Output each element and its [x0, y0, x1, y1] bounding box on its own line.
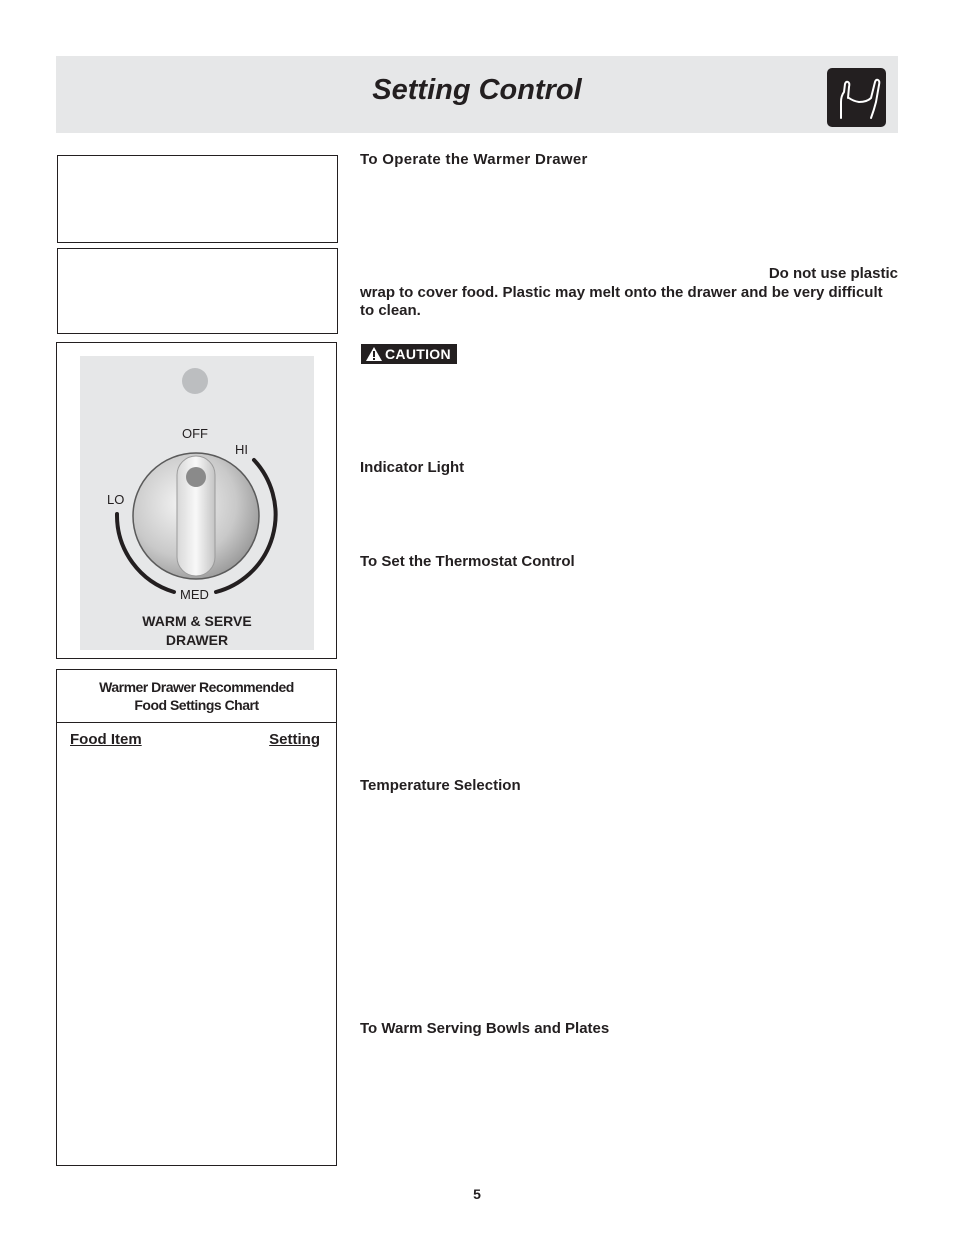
dial-illustration-box: [56, 342, 337, 659]
chart-divider: [57, 722, 336, 723]
dial-label-lo: LO: [107, 492, 125, 507]
dial-label-off: OFF: [182, 426, 208, 441]
heading-set-thermostat: To Set the Thermostat Control: [360, 553, 575, 570]
heading-warm-bowls-plates: To Warm Serving Bowls and Plates: [360, 1020, 610, 1037]
page-number: 5: [473, 1186, 481, 1202]
plastic-warning-rest: wrap to cover food. Plastic may melt onto the drawer and be very difficult to clean.: [360, 283, 883, 319]
heading-indicator-light: Indicator Light: [360, 459, 465, 476]
caution-label: CAUTION: [385, 346, 451, 362]
dial-label-hi: HI: [235, 442, 248, 457]
plastic-warning: [360, 265, 898, 321]
dial-caption-line2: DRAWER: [165, 632, 229, 648]
dial-label-med: MED: [180, 587, 209, 602]
chart-title-line2: Food Settings Chart: [134, 697, 259, 713]
notice-box-1: [57, 155, 338, 243]
dial-panel: [80, 356, 314, 650]
food-settings-chart: [56, 669, 337, 1166]
dial-caption: [80, 612, 314, 650]
hand-pointer-icon: [827, 68, 886, 127]
knob-pointer-dot: [186, 467, 206, 487]
indicator-light: [182, 368, 208, 394]
warning-triangle-icon: [365, 346, 383, 362]
plastic-warning-line1: Do not use plastic: [768, 265, 898, 282]
col-header-setting: Setting: [269, 731, 320, 748]
chart-title-line1: Warmer Drawer Recommended: [99, 679, 294, 695]
caution-badge: [361, 344, 457, 364]
notice-box-2: [57, 248, 338, 334]
dial-caption-line1: WARM & SERVE: [142, 613, 252, 629]
heading-operate-warmer-drawer: To Operate the Warmer Drawer: [360, 151, 588, 168]
heading-temperature-selection: Temperature Selection: [360, 777, 521, 794]
header-band: [56, 56, 898, 133]
chart-title: [57, 678, 336, 714]
page-title: Setting Control: [372, 74, 582, 106]
col-header-food-item: Food Item: [70, 731, 142, 748]
